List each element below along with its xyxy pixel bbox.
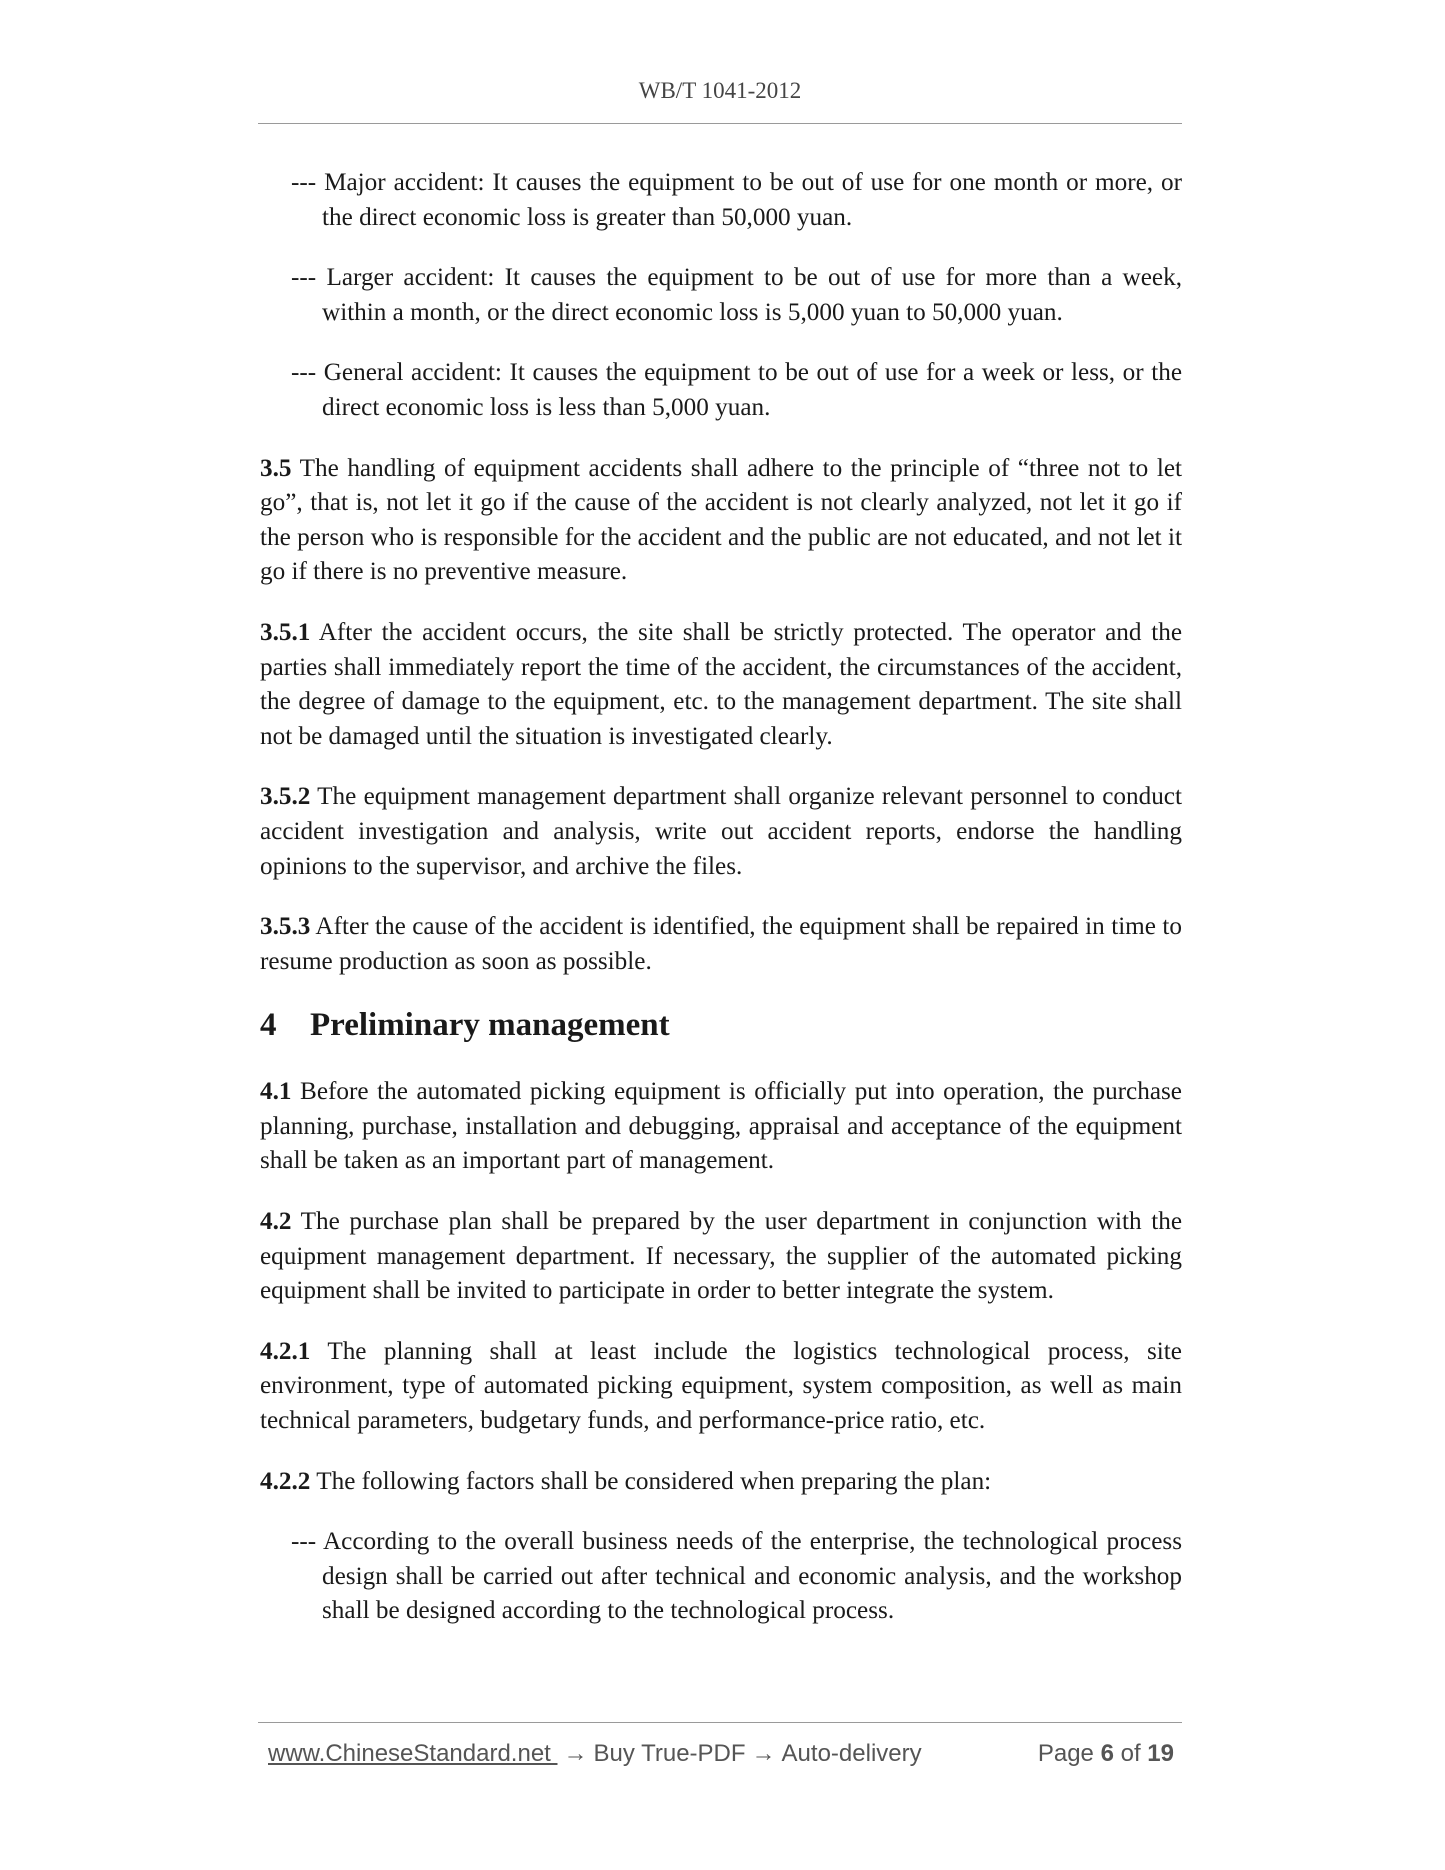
clause-number: 4.1 (260, 1078, 292, 1106)
clause-text: After the accident occurs, the site shall be strictly protected. The operator and the parties shall immediately report the time of the accident, the circumstances of the accident, the degree of damage to the equipment, etc. to the management department. The site shall not be damaged until the situation is investigated clearly. (260, 618, 1182, 750)
clause-3-5-2 (260, 780, 1182, 884)
document-body (260, 166, 1182, 1655)
clause-4-2-2 (260, 1465, 1182, 1500)
page-total: 19 (1147, 1740, 1174, 1767)
clause-text: The purchase plan shall be prepared by the user department in conjunction with the equipment management department. If necessary, the supplier of the automated picking equipment shall be invited to participate in order to better integrate the system. (260, 1208, 1182, 1305)
clause-number: 4.2 (260, 1208, 292, 1236)
clause-3-5-3 (260, 910, 1182, 979)
page-label: Page (1037, 1740, 1094, 1767)
clause-number: 4.2.2 (260, 1467, 311, 1495)
arrow-right-icon: → (751, 1740, 776, 1767)
clause-3-5-1 (260, 616, 1182, 754)
arrow-right-icon: → (563, 1740, 588, 1767)
page-header-standard-number: WB/T 1041-2012 (638, 78, 802, 103)
of-label: of (1120, 1740, 1141, 1767)
clause-text: The planning shall at least include the logistics technological process, site environment, type of automated picking equipment, system composition, as well as main technical parameters, budgetary funds, and performance-price ratio, etc. (260, 1337, 1182, 1435)
bullet-general-accident: --- General accident: It causes the equipment to be out of use for a week or less, or the direct economic loss is less than 5,000 yuan. (291, 359, 1182, 421)
clause-4-2-1 (260, 1335, 1182, 1439)
clause-text: After the cause of the accident is identified, the equipment shall be repaired in time to resume production as soon as possible. (260, 913, 1182, 975)
clause-text: Before the automated picking equipment is officially put into operation, the purchase planning, purchase, installation and debugging, appraisal and acceptance of the equipment shall be taken as an important part of management. (260, 1078, 1182, 1175)
page-current: 6 (1100, 1740, 1114, 1767)
bullet-larger-accident: --- Larger accident: It causes the equipment to be out of use for more than a week, within a month, or the direct economic loss is 5,000 yuan to 50,000 yuan. (291, 264, 1182, 326)
clause-text: The following factors shall be considered when preparing the plan: (310, 1467, 992, 1495)
auto-delivery-text: Auto-delivery (781, 1740, 922, 1767)
site-link[interactable]: www.ChineseStandard.net (268, 1740, 558, 1767)
clause-4-1 (260, 1075, 1182, 1179)
section-title: Preliminary management (310, 1007, 670, 1044)
footer-divider (258, 1722, 1182, 1723)
buy-pdf-text: Buy True-PDF (593, 1740, 746, 1767)
clause-text: The handling of equipment accidents shall adhere to the principle of “three not to let go”, that is, not let it go if the cause of the accident is not clearly analyzed, not let it go if the person who is responsible for the accident and the public are not educated, and not let it go if there is no preventive measure. (260, 454, 1182, 586)
clause-number: 3.5.2 (260, 783, 311, 811)
page-indicator (1038, 1740, 1174, 1768)
header-divider (258, 123, 1182, 124)
clause-number: 3.5 (260, 454, 292, 482)
clause-4-2 (260, 1205, 1182, 1309)
bullet-major-accident: --- Major accident: It causes the equipment to be out of use for one month or more, or the direct economic loss is greater than 50,000 yuan. (291, 169, 1182, 231)
clause-3-5 (260, 452, 1182, 590)
bullet-business-needs: --- According to the overall business needs of the enterprise, the technological process design shall be carried out after technical and economic analysis, and the workshop shall be designed according to the technological process. (291, 1528, 1182, 1625)
clause-number: 4.2.1 (260, 1337, 311, 1365)
page-footer (268, 1740, 1174, 1774)
section-number: 4 (260, 1007, 277, 1044)
clause-text: The equipment management department shall organize relevant personnel to conduct accident investigation and analysis, write out accident reports, endorse the handling opinions to the supervisor, and archive the files. (260, 783, 1182, 880)
clause-number: 3.5.1 (260, 618, 311, 646)
clause-number: 3.5.3 (260, 913, 311, 941)
section-heading (260, 1005, 1182, 1045)
